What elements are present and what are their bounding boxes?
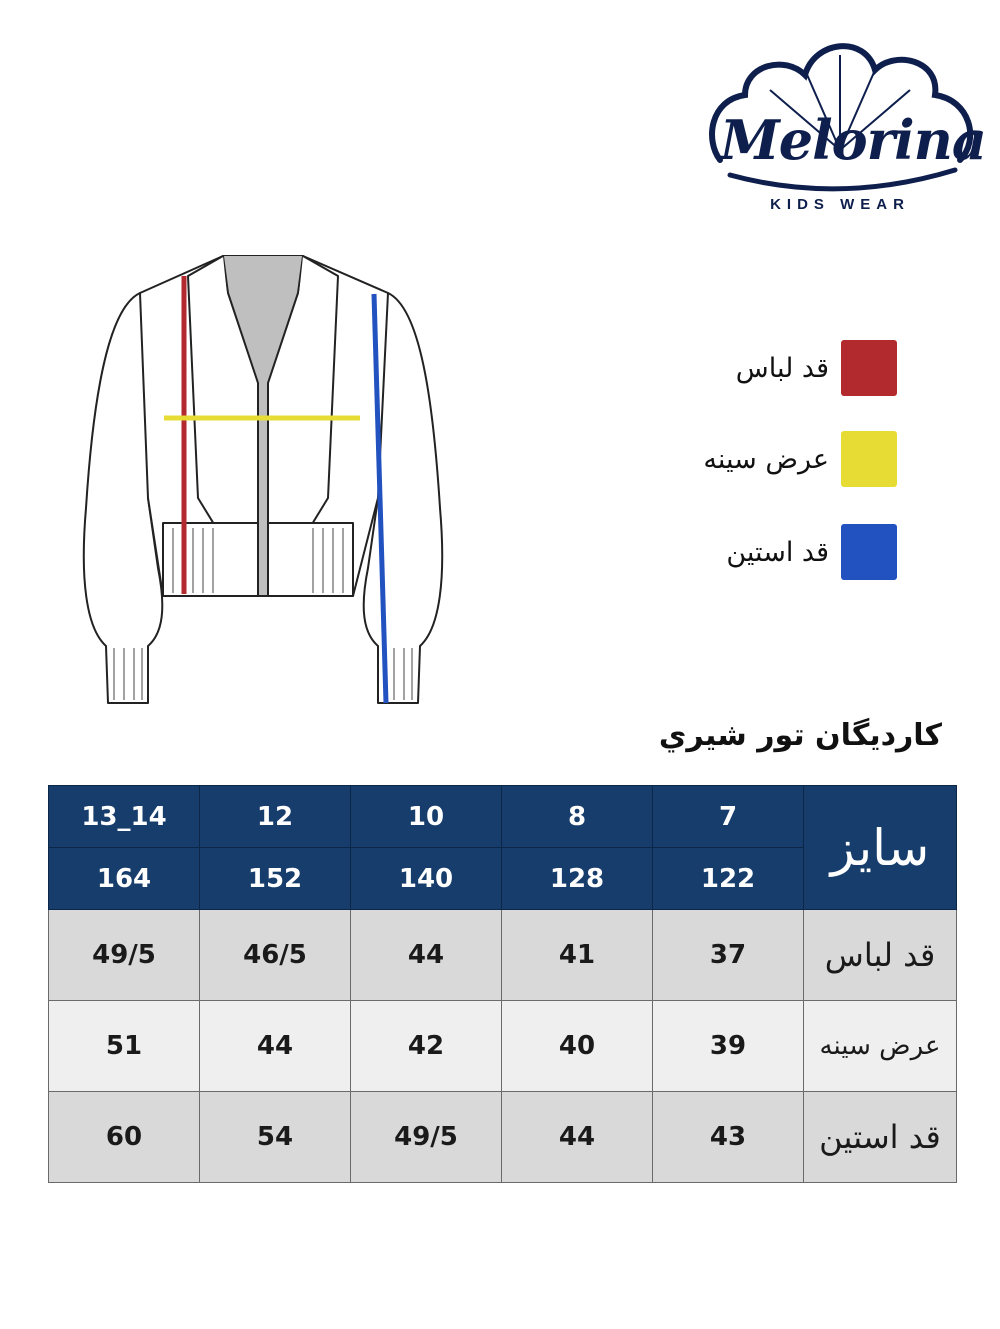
value-cell: 49/5 xyxy=(49,910,200,1001)
legend-item-chest xyxy=(703,431,897,487)
row-label: قد استین xyxy=(804,1092,957,1183)
value-cell: 41 xyxy=(502,910,653,1001)
age-row xyxy=(49,786,957,848)
value-cell: 42 xyxy=(351,1001,502,1092)
age-cell: 7 xyxy=(653,786,804,848)
height-cell: 164 xyxy=(49,848,200,910)
value-cell: 60 xyxy=(49,1092,200,1183)
brand-name: Melorina xyxy=(720,108,986,172)
age-cell: 12 xyxy=(200,786,351,848)
cardigan-illustration xyxy=(78,248,448,708)
value-cell: 40 xyxy=(502,1001,653,1092)
value-cell: 43 xyxy=(653,1092,804,1183)
product-title: كارديگان تور شيري xyxy=(658,718,942,753)
value-cell: 46/5 xyxy=(200,910,351,1001)
legend-item-length xyxy=(736,340,897,396)
table-row xyxy=(49,910,957,1001)
age-cell: 10 xyxy=(351,786,502,848)
age-cell: 8 xyxy=(502,786,653,848)
legend-item-sleeve xyxy=(726,524,897,580)
age-cell: 13_14 xyxy=(49,786,200,848)
height-cell: 122 xyxy=(653,848,804,910)
legend-label: قد لباس xyxy=(735,352,829,384)
value-cell: 37 xyxy=(653,910,804,1001)
row-label: قد لباس xyxy=(804,910,957,1001)
yellow-swatch xyxy=(841,431,897,487)
height-cell: 128 xyxy=(502,848,653,910)
value-cell: 44 xyxy=(351,910,502,1001)
blue-swatch xyxy=(841,524,897,580)
table-row xyxy=(49,1001,957,1092)
red-swatch xyxy=(841,340,897,396)
size-header: سایز xyxy=(804,786,957,910)
value-cell: 44 xyxy=(502,1092,653,1183)
size-table xyxy=(48,785,957,1183)
brand-logo xyxy=(700,30,986,220)
legend-label: قد استين xyxy=(726,536,829,568)
height-cell: 140 xyxy=(351,848,502,910)
height-cell: 152 xyxy=(200,848,351,910)
brand-tagline: KIDS WEAR xyxy=(770,196,910,213)
table-row xyxy=(49,1092,957,1183)
row-label: عرض سینه xyxy=(804,1001,957,1092)
value-cell: 49/5 xyxy=(351,1092,502,1183)
value-cell: 44 xyxy=(200,1001,351,1092)
value-cell: 51 xyxy=(49,1001,200,1092)
legend-label: عرض سينه xyxy=(703,443,829,475)
value-cell: 39 xyxy=(653,1001,804,1092)
value-cell: 54 xyxy=(200,1092,351,1183)
